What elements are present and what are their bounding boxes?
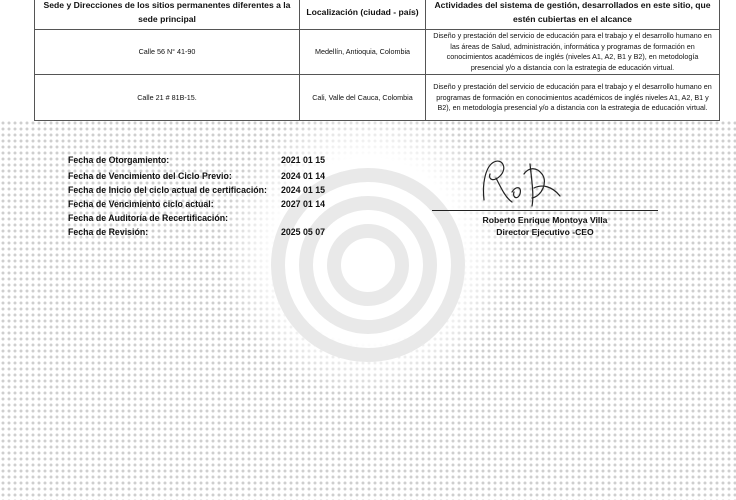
date-row-vencimiento-previo [68,169,368,183]
table-row [35,75,720,121]
cell-activities: Diseño y prestación del servicio de educación para el trabajo y el desarrollo humano en programas de formación en conocimientos académicos de inglés niveles A1, A2, B1 y B2), en metodología presencial y/o a distancia con la estrategia de educación virtual. [426,75,720,121]
signature-line [432,210,658,211]
date-value: 2024 01 14 [281,171,326,181]
date-label: Fecha de Auditoría de Recertificación: [68,213,229,223]
sites-table [34,0,720,121]
cell-address: Calle 21 # 81B-15. [35,75,300,121]
date-value: 2027 01 14 [281,199,326,209]
date-label: Fecha de Inicio del ciclo actual de certificación: [68,185,267,195]
header-activities: Actividades del sistema de gestión, desarrollados en este sitio, que estén cubiertas en el alcance [426,0,720,30]
date-value: 2025 05 07 [281,227,326,237]
date-label: Fecha de Vencimiento del Ciclo Previo: [68,171,232,181]
handwritten-signature [472,152,572,212]
cell-location: Medellín, Antioquia, Colombia [300,30,426,75]
header-sites: Sede y Direcciones de los sitios permanentes diferentes a la sede principal [35,0,300,30]
table-header-row [35,0,720,30]
date-row-auditoria [68,211,368,225]
date-value: 2021 01 15 [281,155,326,165]
date-row-revision [68,225,368,239]
table-row [35,30,720,75]
date-row-vencimiento-actual [68,197,368,211]
cell-activities: Diseño y prestación del servicio de educación para el trabajo y el desarrollo humano en las áreas de Salud, administración, informática y programas de formación en conocimientos académicos de inglés (niveles A1, A2, B1 y B2), en metodología presencial y/o a distancia con la estrategia de educación virtual. [426,30,720,75]
certification-dates [68,153,368,239]
header-location: Localización (ciudad - país) [300,0,426,30]
cell-location: Cali, Valle del Cauca, Colombia [300,75,426,121]
date-label: Fecha de Revisión: [68,227,149,237]
date-row-otorgamiento [68,153,368,167]
signature-block [432,152,658,242]
signatory-role: Director Ejecutivo -CEO [496,227,594,237]
date-label: Fecha de Vencimiento ciclo actual: [68,199,214,209]
date-row-inicio-actual [68,183,368,197]
cell-address: Calle 56 N° 41-90 [35,30,300,75]
date-value: 2024 01 15 [281,185,326,195]
signatory-name: Roberto Enrique Montoya Villa [482,215,608,225]
date-label: Fecha de Otorgamiento: [68,155,170,165]
